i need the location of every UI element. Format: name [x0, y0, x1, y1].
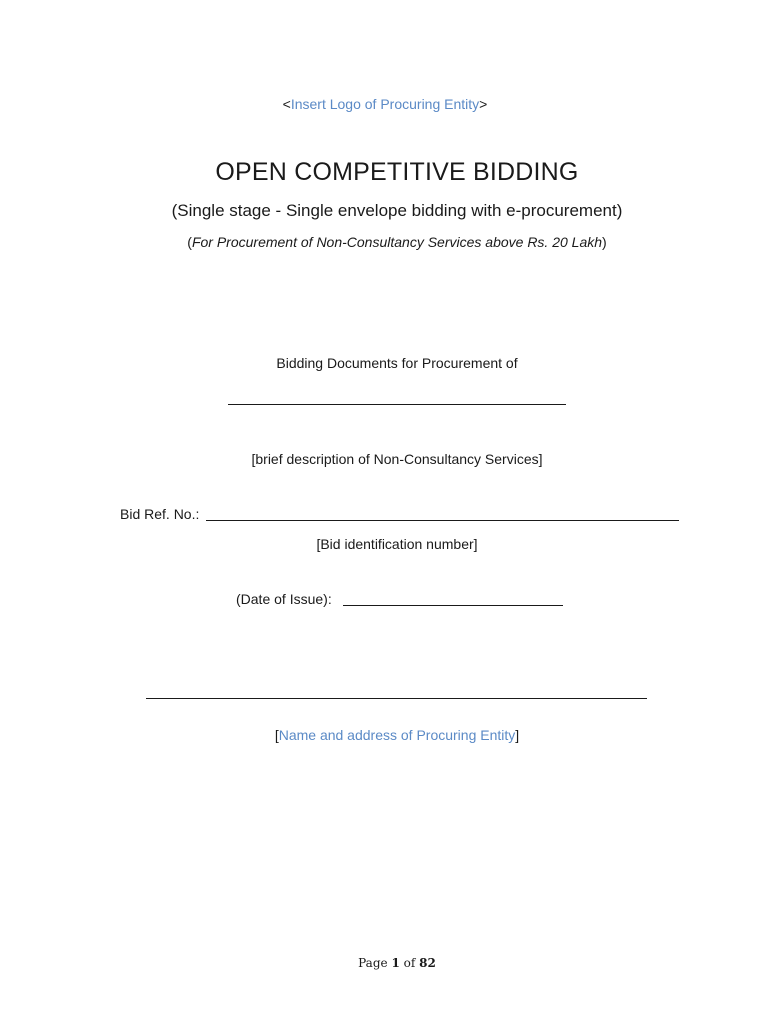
bid-id-hint: [Bid identification number] [316, 536, 478, 552]
document-subtitle: (Single stage - Single envelope bidding with e-procurement) [171, 201, 623, 220]
logo-bracket-open: < [282, 96, 291, 112]
scope-text: For Procurement of Non-Consultancy Services above Rs. 20 Lakh [191, 234, 603, 250]
logo-bracket-close: > [479, 96, 488, 112]
date-of-issue-blank-line [343, 605, 563, 606]
bid-ref-label: Bid Ref. No.: [120, 506, 200, 522]
entity-bracket-close: ] [515, 727, 520, 743]
bidding-docs-label: Bidding Documents for Procurement of [276, 355, 518, 371]
entity-bracket-open: [ [274, 727, 279, 743]
scope-paren-close: ) [602, 234, 607, 250]
scope-paren-open: ( [187, 234, 192, 250]
entity-blank-line [146, 698, 647, 699]
entity-placeholder [12, 727, 770, 743]
date-of-issue-label: (Date of Issue): [236, 591, 332, 607]
entity-placeholder-text: Name and address of Procuring Entity [278, 727, 516, 743]
footer-total-pages: 82 [419, 956, 436, 970]
logo-placeholder [0, 96, 770, 112]
description-hint: [brief description of Non-Consultancy Services] [251, 451, 543, 467]
procurement-scope [12, 234, 770, 250]
logo-placeholder-text: Insert Logo of Procuring Entity [290, 96, 480, 112]
footer-page-word: Page [358, 956, 388, 970]
bid-ref-blank-line [206, 520, 679, 521]
page-footer [12, 956, 770, 970]
description-blank-line [228, 404, 566, 405]
document-title: OPEN COMPETITIVE BIDDING [215, 158, 579, 186]
footer-of-word: of [403, 956, 416, 970]
footer-current-page: 1 [391, 956, 400, 970]
